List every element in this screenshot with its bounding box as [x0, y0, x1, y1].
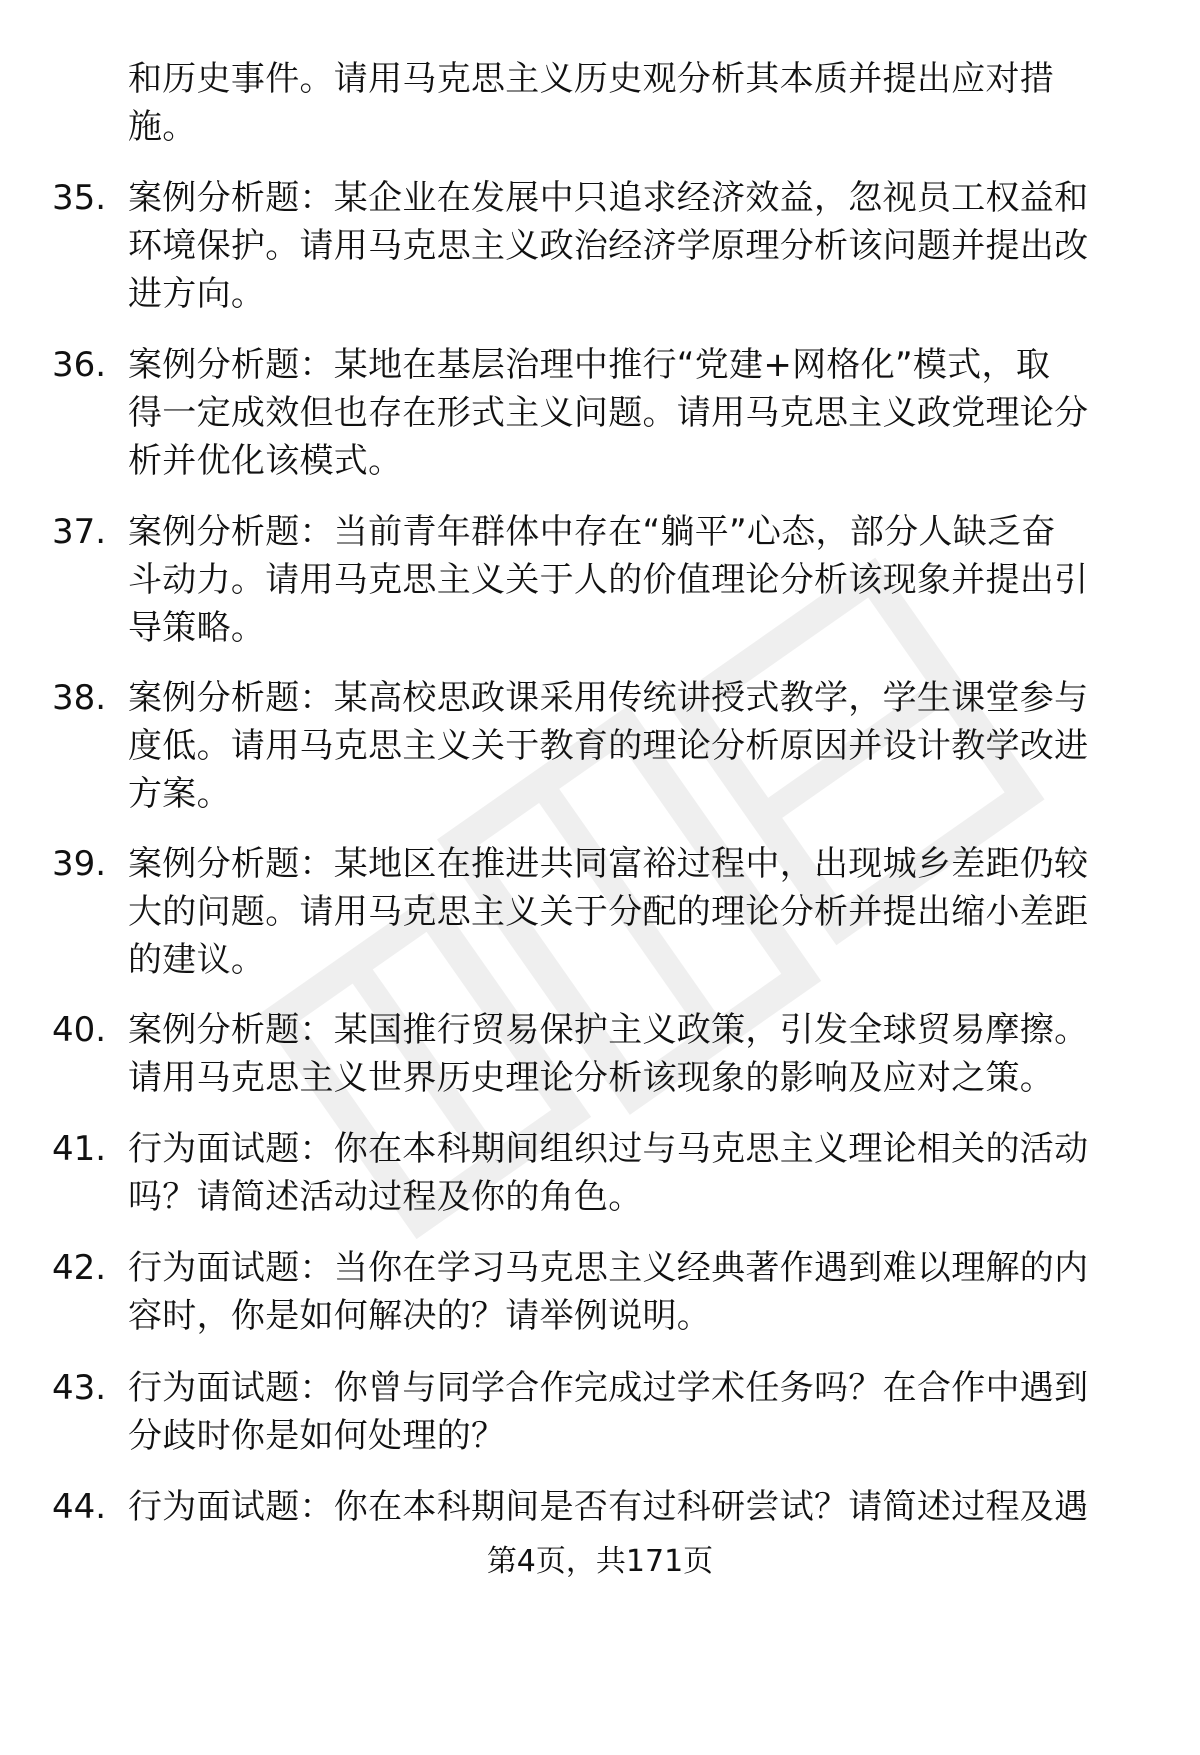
- question-line: 行为面试题：你在本科期间组织过与马克思主义理论相关的活动: [128, 1129, 1089, 1169]
- question-line: 的建议。: [128, 940, 266, 980]
- question-line: 得一定成效但也存在形式主义问题。请用马克思主义政党理论分: [128, 393, 1089, 433]
- question-line: 析并优化该模式。: [128, 441, 403, 481]
- question-number: 43.: [52, 1368, 107, 1408]
- question-line: 请用马克思主义世界历史理论分析该现象的影响及应对之策。: [128, 1058, 1055, 1098]
- top-fragment-line: 施。: [128, 107, 197, 147]
- question-line: 进方向。: [128, 274, 266, 314]
- page-number-footer: 第4页，共171页: [486, 1544, 714, 1579]
- question-number: 39.: [52, 844, 107, 884]
- question-line: 案例分析题：某国推行贸易保护主义政策，引发全球贸易摩擦。: [128, 1010, 1089, 1050]
- question-number: 35.: [52, 178, 107, 218]
- question-line: 方案。: [128, 774, 231, 814]
- question-line: 导策略。: [128, 608, 266, 648]
- question-number: 40.: [52, 1010, 107, 1050]
- question-line: 环境保护。请用马克思主义政治经济学原理分析该问题并提出改: [128, 226, 1089, 266]
- question-line: 容时，你是如何解决的？请举例说明。: [128, 1296, 712, 1336]
- question-line: 行为面试题：你在本科期间是否有过科研尝试？请简述过程及遇: [128, 1487, 1089, 1527]
- question-line: 案例分析题：某高校思政课采用传统讲授式教学，学生课堂参与: [128, 678, 1089, 718]
- question-line: 行为面试题：你曾与同学合作完成过学术任务吗？在合作中遇到: [128, 1368, 1089, 1408]
- question-number: 37.: [52, 512, 107, 552]
- question-line: 斗动力。请用马克思主义关于人的价值理论分析该现象并提出引: [128, 560, 1089, 600]
- question-number: 41.: [52, 1129, 107, 1169]
- question-line: 大的问题。请用马克思主义关于分配的理论分析并提出缩小差距: [128, 892, 1089, 932]
- question-number: 38.: [52, 678, 107, 718]
- top-fragment-line: 和历史事件。请用马克思主义历史观分析其本质并提出应对措: [128, 59, 1055, 99]
- question-line: 行为面试题：当你在学习马克思主义经典著作遇到难以理解的内: [128, 1248, 1089, 1288]
- question-line: 案例分析题：某企业在发展中只追求经济效益，忽视员工权益和: [128, 178, 1089, 218]
- question-line: 分歧时你是如何处理的？: [128, 1416, 506, 1456]
- question-line: 度低。请用马克思主义关于教育的理论分析原因并设计教学改进: [128, 726, 1089, 766]
- question-number: 36.: [52, 345, 107, 385]
- question-line: 案例分析题：当前青年群体中存在“躺平”心态，部分人缺乏奋: [128, 512, 1056, 552]
- question-number: 42.: [52, 1248, 107, 1288]
- question-line: 案例分析题：某地在基层治理中推行“党建+网格化”模式，取: [128, 345, 1051, 385]
- question-number: 44.: [52, 1487, 107, 1527]
- question-line: 吗？请简述活动过程及你的角色。: [128, 1177, 643, 1217]
- question-line: 案例分析题：某地区在推进共同富裕过程中，出现城乡差距仍较: [128, 844, 1089, 884]
